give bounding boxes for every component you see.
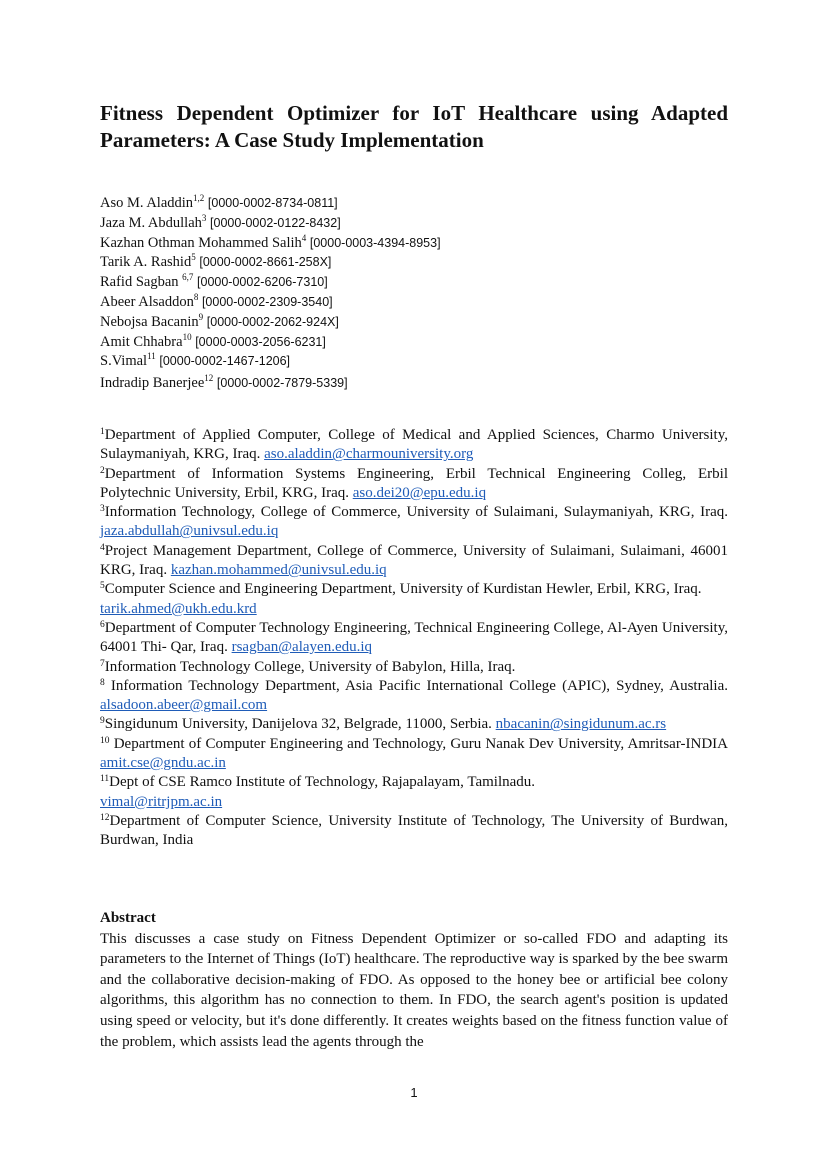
- author-orcid: [0000-0002-6206-7310]: [197, 275, 328, 290]
- affiliation-entry: [100, 658, 728, 677]
- author-name: Rafid Sagban: [100, 274, 183, 291]
- affiliation-entry: [100, 715, 728, 734]
- abstract-body: This discusses a case study on Fitness Dependent Optimizer or so-called FDO and adapting its parameters to the Internet of Things (IoT) healthcare. The reproductive way is sparked by the bee swarm and the collaborative decision-making of FDO. As opposed to the honey bee or artificial bee colony algorithms, this algorithm has no connection to them. In FDO, the search agent's position is updated using speed or velocity, but it's done differently. It creates weights based on the fitness function value of the problem, which assists lead the agents through the: [100, 930, 728, 1050]
- affiliation-number: 7: [100, 658, 105, 669]
- affiliation-text: Department of Computer Technology Engineering, Technical Engineering College, Al-Ayen University, 64001 Thi- Qar, Iraq.: [100, 619, 728, 656]
- affiliation-email-link[interactable]: amit.cse@gndu.ac.in: [100, 755, 226, 772]
- affiliation-entry: [100, 503, 728, 542]
- affiliation-text: Department of Applied Computer, College of Medical and Applied Sciences, Charmo University, Sulaymaniyah, KRG, Iraq.: [100, 427, 728, 463]
- affiliation-text: Department of Computer Engineering and Technology, Guru Nanak Dev University, Amritsar-INDIA: [109, 735, 728, 752]
- author-affiliation-number: 5: [191, 252, 196, 263]
- affiliation-number: 2: [100, 465, 105, 476]
- author-affiliation-number: 10: [182, 331, 192, 342]
- affiliation-entry: [100, 619, 728, 658]
- affiliation-email-link[interactable]: aso.dei20@epu.edu.iq: [352, 484, 487, 501]
- author-name: Aso M. Aladdin: [100, 195, 194, 211]
- affiliation-entry: [100, 677, 728, 716]
- author-entry: [100, 313, 728, 333]
- affiliation-number: 8: [100, 677, 105, 688]
- affiliation-text: Dept of CSE Ramco Institute of Technology, Rajapalayam, Tamilnadu.: [109, 774, 536, 791]
- author-name: Kazhan Othman Mohammed Salih: [100, 234, 302, 251]
- affiliation-email-link[interactable]: alsadoon.abeer@gmail.com: [100, 697, 268, 714]
- author-affiliation-number: 6,7: [182, 272, 194, 283]
- affiliation-number: 4: [100, 542, 105, 553]
- affiliation-entry: [100, 773, 728, 812]
- author-name: Jaza M. Abdullah: [100, 214, 202, 231]
- affiliation-text: Department of Computer Science, University Institute of Technology, The University of Burdwan, Burdwan, India: [100, 812, 728, 849]
- author-name: Indradip Banerjee: [100, 375, 205, 392]
- affiliation-email-link[interactable]: aso.aladdin@charmouniversity.org: [264, 446, 474, 463]
- author-affiliation-number: 8: [193, 291, 199, 302]
- author-affiliation-number: 3: [201, 212, 207, 223]
- author-entry: [100, 374, 728, 394]
- author-name: Nebojsa Bacanin: [100, 313, 199, 330]
- author-affiliation-number: 4: [301, 232, 307, 243]
- affiliation-email-link[interactable]: rsagban@alayen.edu.iq: [231, 639, 373, 656]
- affiliation-text: Singidunum University, Danijelova 32, Belgrade, 11000, Serbia.: [104, 716, 496, 733]
- affiliation-number: 11: [100, 774, 110, 785]
- author-orcid: [0000-0002-8734-0811]: [207, 196, 338, 210]
- author-list: [100, 194, 728, 394]
- author-affiliation-number: 12: [204, 373, 214, 384]
- paper-page: [100, 0, 728, 1171]
- affiliation-email-link[interactable]: nbacanin@singidunum.ac.rs: [495, 716, 667, 733]
- author-orcid: [0000-0002-7879-5339]: [216, 376, 348, 391]
- author-entry: [100, 293, 728, 313]
- affiliation-entry: [100, 465, 728, 504]
- author-entry: [100, 273, 728, 293]
- author-affiliation-number: 1,2: [193, 193, 205, 203]
- paper-title: Fitness Dependent Optimizer for IoT Healthcare using Adapted Parameters: A Case Study Implementation: [100, 101, 728, 152]
- affiliation-email-link[interactable]: vimal@ritrjpm.ac.in: [100, 793, 223, 810]
- affiliation-number: 1: [100, 427, 105, 437]
- affiliation-text: Department of Information Systems Engineering, Erbil Technical Engineering Colleg, Erbil Polytechnic University, Erbil, KRG, Iraq.: [100, 465, 728, 501]
- author-orcid: [0000-0003-2056-6231]: [195, 334, 326, 349]
- author-orcid: [0000-0002-1467-1206]: [159, 354, 291, 369]
- affiliation-entry: [100, 812, 728, 851]
- author-name: Tarik A. Rashid: [100, 254, 192, 271]
- affiliation-entry: [100, 580, 728, 619]
- affiliation-number: 5: [100, 581, 105, 592]
- abstract-heading: Abstract: [100, 910, 156, 926]
- affiliation-number: 9: [100, 716, 105, 727]
- affiliation-text: Information Technology Department, Asia Pacific International College (APIC), Sydney, Australia.: [104, 677, 728, 694]
- affiliation-email-link[interactable]: kazhan.mohammed@univsul.edu.iq: [170, 562, 387, 579]
- affiliation-entry: [100, 542, 728, 581]
- page-number: 1: [410, 1085, 418, 1100]
- author-orcid: [0000-0002-2062-924X]: [206, 314, 339, 329]
- affiliation-number: 12: [100, 812, 110, 823]
- author-entry: [100, 214, 728, 234]
- affiliation-entry: [100, 735, 728, 774]
- author-name: S.Vimal: [100, 353, 148, 370]
- affiliation-number: 6: [100, 619, 105, 630]
- abstract-section: [100, 908, 728, 1052]
- author-affiliation-number: 11: [147, 351, 156, 362]
- author-name: Abeer Alsaddon: [100, 293, 194, 310]
- affiliation-entry: [100, 426, 728, 465]
- author-entry: [100, 253, 728, 273]
- author-entry: [100, 234, 728, 254]
- author-entry: [100, 333, 728, 353]
- affiliation-number: 3: [100, 504, 105, 515]
- author-entry: [100, 352, 728, 372]
- affiliation-list: [100, 426, 728, 851]
- affiliation-email-link[interactable]: jaza.abdullah@univsul.edu.iq: [100, 523, 279, 540]
- author-orcid: [0000-0002-2309-3540]: [201, 294, 333, 309]
- affiliation-number: 10: [100, 735, 110, 746]
- affiliation-text: Project Management Department, College of Commerce, University of Sulaimani, Sulaimani, 46001 KRG, Iraq.: [100, 542, 728, 579]
- author-orcid: [0000-0003-4394-8953]: [309, 235, 441, 250]
- author-affiliation-number: 9: [198, 311, 204, 322]
- affiliation-email-link[interactable]: tarik.ahmed@ukh.edu.krd: [100, 600, 257, 617]
- author-name: Amit Chhabra: [100, 333, 183, 350]
- affiliation-text: Information Technology College, University of Babylon, Hilla, Iraq.: [104, 658, 516, 675]
- author-entry: [100, 194, 728, 214]
- affiliation-text: Computer Science and Engineering Department, University of Kurdistan Hewler, Erbil, KRG, Iraq.: [104, 581, 702, 598]
- affiliation-text: Information Technology, College of Commerce, University of Sulaimani, Sulaymaniyah, KRG, Iraq.: [104, 504, 728, 521]
- author-orcid: [0000-0002-8661-258X]: [199, 255, 332, 270]
- author-orcid: [0000-0002-0122-8432]: [210, 215, 341, 230]
